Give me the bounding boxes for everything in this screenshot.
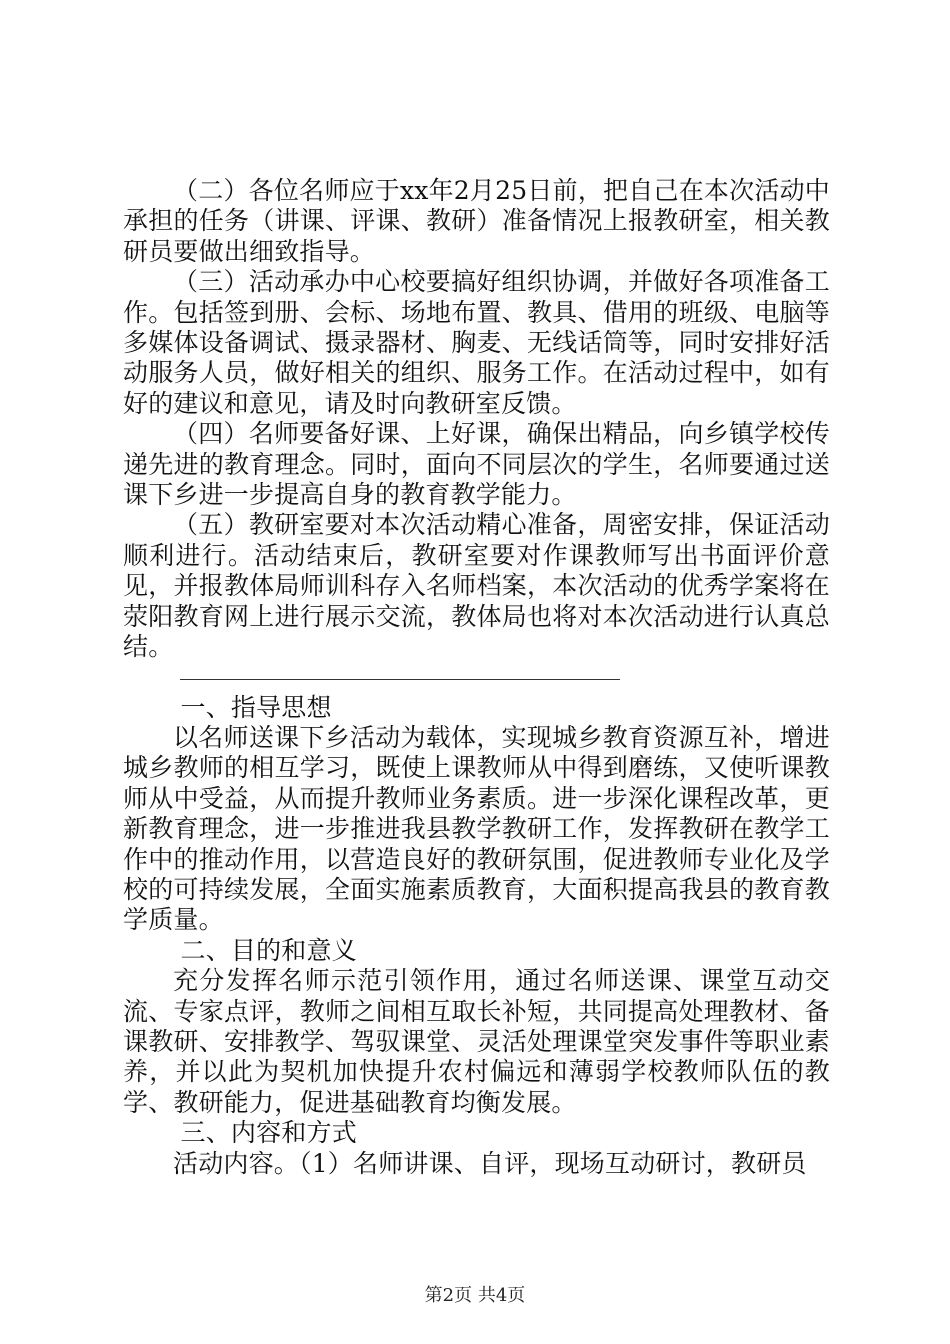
paragraph-item-3: （三）活动承办中心校要搞好组织协调，并做好各项准备工作。包括签到册、会标、场地布置、教具、借用的班级、电脑等多媒体设备调试、摄录器材、胸麦、无线话筒等，同时安排好活动服务人员，做好相关的组织、服务工作。在活动过程中，如有好的建议和意见，请及时向教研室反馈。 [123,267,830,418]
page-number-footer: 第2页 共4页 [424,1285,526,1306]
paragraph-item-5: （五）教研室要对本次活动精心准备，周密安排，保证活动顺利进行。活动结束后，教研室要对作课教师写出书面评价意见，并报教体局师训科存入名师档案，本次活动的优秀学案将在荥阳教育网上进行展示交流，教体局也将对本次活动进行认真总结。 [123,510,830,662]
section-heading-content-method: 三、内容和方式 [180,1118,357,1148]
divider-line [180,679,620,680]
section-heading-guiding-ideology: 一、指导思想 [180,692,332,722]
document-body [123,176,830,1179]
paragraph-item-2: （二）各位名师应于xx年2月25日前，把自己在本次活动中承担的任务（讲课、评课、教研）准备情况上报教研室，相关教研员要做出细致指导。 [123,176,830,266]
section-text-guiding-ideology: 以名师送课下乡活动为载体，实现城乡教育资源互补，增进城乡教师的相互学习，既使上课教师从中得到磨练，又使听课教师从中受益，从而提升教师业务素质。进一步深化课程改革，更新教育理念，进一步推进我县教学教研工作，发挥教研在教学工作中的推动作用，以营造良好的教研氛围，促进教师专业化及学校的可持续发展，全面实施素质教育，大面积提高我县的教育教学质量。 [123,722,830,935]
section-text-content-method: 活动内容。（1）名师讲课、自评，现场互动研讨，教研员 [173,1148,807,1178]
section-text-purpose: 充分发挥名师示范引领作用，通过名师送课、课堂互动交流、专家点评，教师之间相互取长补短，共同提高处理教材、备课教研、安排教学、驾驭课堂、灵活处理课堂突发事件等职业素养，并以此为契机加快提升农村偏远和薄弱学校教师队伍的教学、教研能力，促进基础教育均衡发展。 [123,966,830,1117]
section-divider [123,663,830,693]
section-heading-purpose: 二、目的和意义 [180,935,357,965]
paragraph-item-4: （四）名师要备好课、上好课，确保出精品，向乡镇学校传递先进的教育理念。同时，面向不同层次的学生，名师要通过送课下乡进一步提高自身的教育教学能力。 [123,419,830,510]
